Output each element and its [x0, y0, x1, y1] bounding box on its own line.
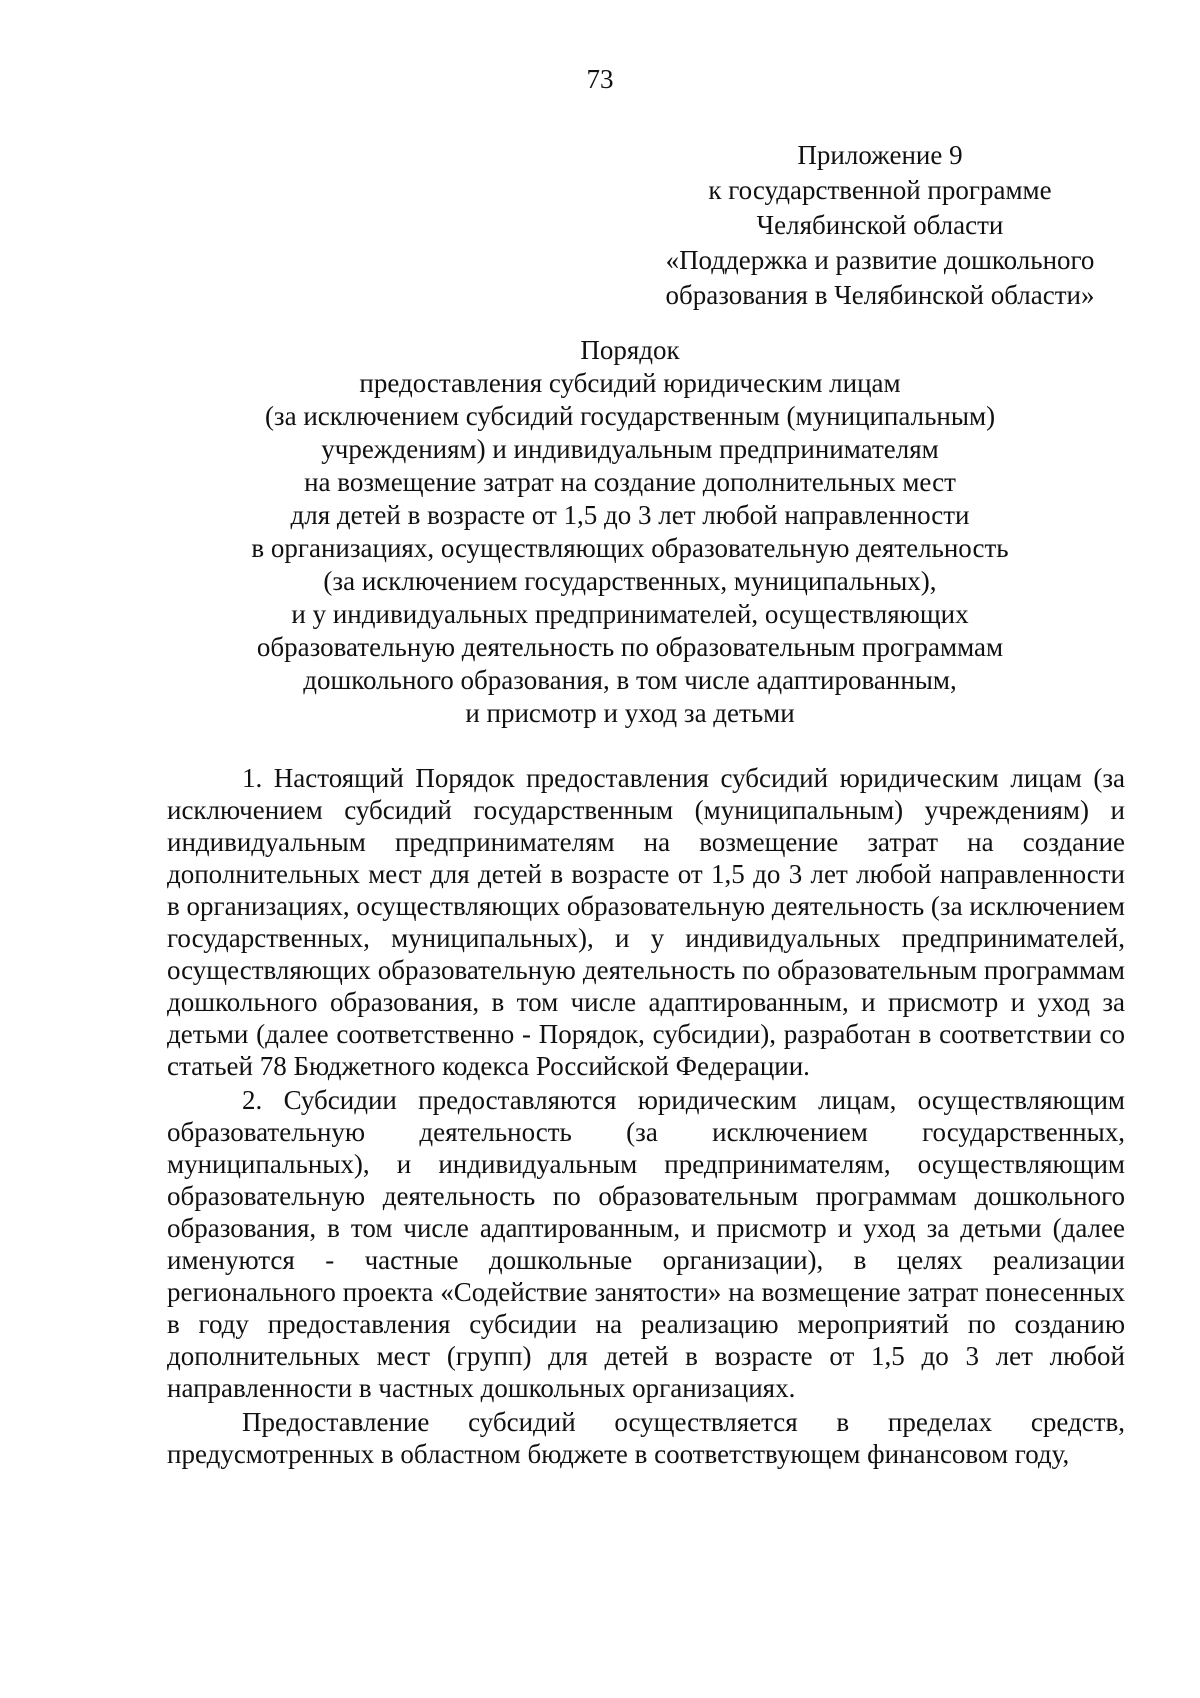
title-line: (за исключением государственных, муниципальных), [323, 566, 937, 596]
title-line: и у индивидуальных предпринимателей, осуществляющих [291, 599, 969, 629]
paragraph-3: Предоставление субсидий осуществляется в пределах средств, предусмотренных в областном бюджете в соответствующем финансовом году, [167, 1407, 1125, 1469]
appendix-line: Приложение 9 [797, 140, 963, 170]
title-line: дошкольного образования, в том числе адаптированным, [303, 665, 957, 695]
title-heading: Порядок [580, 335, 680, 365]
appendix-line: к государственной программе [708, 175, 1052, 205]
title-line: в организациях, осуществляющих образовательную деятельность [251, 533, 1009, 563]
document-body [167, 762, 1125, 1470]
appendix-header [630, 138, 1130, 313]
paragraph-1: 1. Настоящий Порядок предоставления субсидий юридическим лицам (за исключением субсидий государственным (муниципальным) учреждениям) и индивидуальным предпринимателям на возмещение затрат на создание дополнительных мест для детей в возрасте от 1,5 до 3 лет любой направленности в организациях, осуществляющих образовательную деятельность (за исключением государственных, муниципальных), и у индивидуальных предпринимателей, осуществляющих образовательную деятельность по образовательным программам дошкольного образования, в том числе адаптированным, и присмотр и уход за детьми (далее соответственно - Порядок, субсидии), разработан в соответствии со статьей 78 Бюджетного кодекса Российской Федерации. [167, 763, 1126, 1081]
title-line: учреждениям) и индивидуальным предпринимателям [321, 434, 939, 464]
appendix-line: образования в Челябинской области» [665, 280, 1095, 310]
title-line: для детей в возрасте от 1,5 до 3 лет любой направленности [290, 500, 970, 530]
appendix-line: «Поддержка и развитие дошкольного [665, 245, 1095, 275]
title-line: и присмотр и уход за детьми [465, 698, 795, 728]
appendix-line: Челябинской области [756, 210, 1004, 240]
paragraph-2: 2. Субсидии предоставляются юридическим лицам, осуществляющим образовательную деятельность (за исключением государственных, муниципальных), и индивидуальным предпринимателям, осуществляющим образовательную деятельность по образовательным программам дошкольного образования, в том числе адаптированным, и присмотр и уход за детьми (далее именуются - частные дошкольные организации), в целях реализации регионального проекта «Содействие занятости» на возмещение затрат понесенных в году предоставления субсидии на реализацию мероприятий по созданию дополнительных мест (групп) для детей в возрасте от 1,5 до 3 лет любой направленности в частных дошкольных организациях. [167, 1085, 1125, 1403]
title-line: (за исключением субсидий государственным (муниципальным) [264, 401, 996, 431]
document-title [200, 334, 1060, 730]
page-number: 73 [586, 64, 614, 94]
title-line: на возмещение затрат на создание дополнительных мест [304, 467, 956, 497]
title-line: образовательную деятельность по образовательным программам [256, 632, 1004, 662]
title-line: предоставления субсидий юридическим лицам [359, 368, 901, 398]
